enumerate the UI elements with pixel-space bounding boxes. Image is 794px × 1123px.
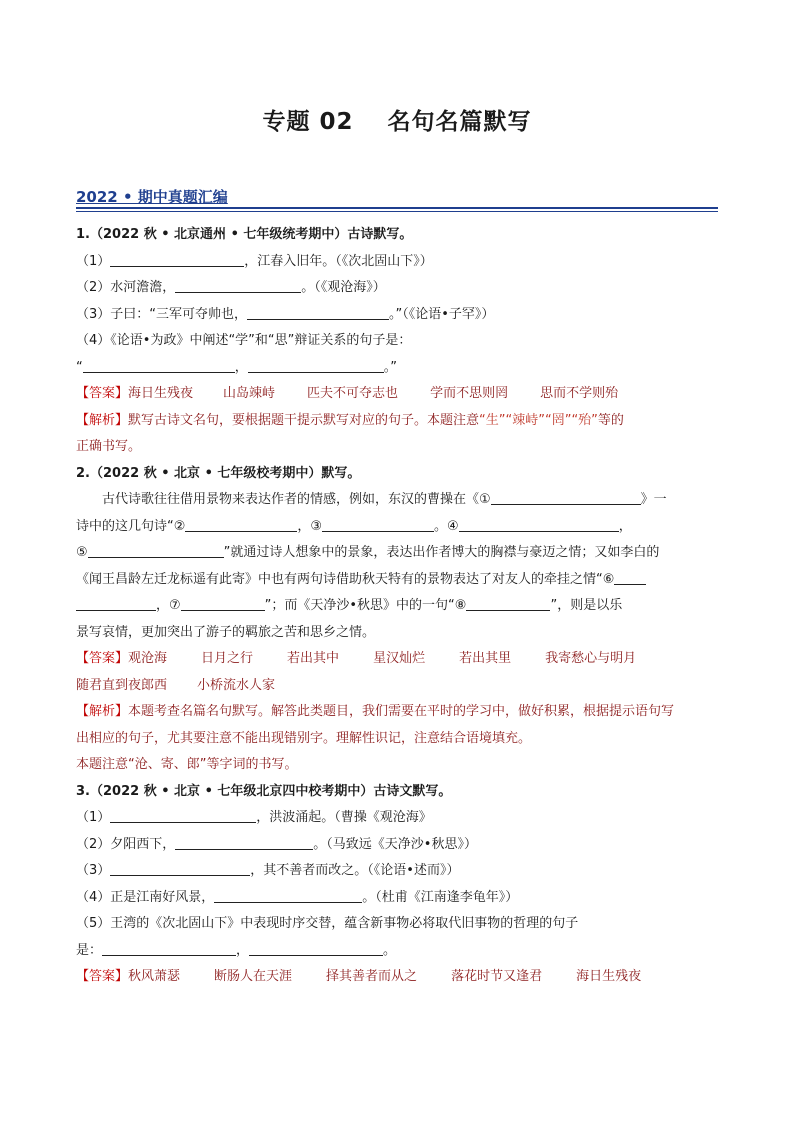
answer-item: 断肠人在天涯 [214, 969, 293, 984]
question-2-para-line-1: 古代诗歌往往借用景物来表达作者的情感，例如，东汉的曹操在《① 》一 [102, 492, 667, 507]
questions-body [76, 222, 720, 991]
page-title [0, 103, 794, 136]
analysis-tag: 【解析】 [76, 412, 129, 428]
answer-item: 我寄愁心与明月 [545, 651, 637, 666]
question-2-analysis: 【解析】本题考查名篇名句默写。解答此类题目，我们需要在平时的学习中，做好积累，根据提示语句写 [76, 704, 675, 719]
question-2-answer [76, 646, 720, 673]
fill-blank[interactable] [459, 517, 619, 532]
fill-blank[interactable] [248, 358, 384, 373]
question-2-para-line-3: ⑤ ”就通过诗人想象中的景象，表达出作者博大的胸襟与豪迈之情；又如李白的 [76, 545, 660, 560]
answer-item: 若出其中 [287, 651, 340, 666]
question-1-heading: 1.（2022 秋 • 北京通州 • 七年级统考期中）古诗默写。 [76, 227, 413, 242]
answer-tag: 【答案】 [76, 386, 129, 401]
fill-blank[interactable] [614, 570, 646, 585]
question-1-item-4-blanks: “ ， 。” [76, 359, 398, 375]
answer-item: 匹夫不可夺志也 [307, 386, 399, 401]
fill-blank[interactable] [88, 543, 224, 558]
question-1-item-1: （1） ，江春入旧年。（《次北固山下》） [76, 253, 433, 269]
question-3-item-4: （4）正是江南好风景， 。（杜甫《江南逢李龟年》） [76, 889, 519, 905]
question-2-answer-cont [76, 673, 720, 700]
answer-item: 若出其里 [459, 651, 512, 666]
question-3-answer [76, 964, 720, 991]
question-3-item-2: （2）夕阳西下， 。（马致远《天净沙•秋思》） [76, 836, 477, 852]
fill-blank[interactable] [322, 517, 434, 532]
question-3-item-5: （5）王湾的《次北固山下》中表现时序交替，蕴含新事物必将取代旧事物的哲理的句子 [76, 916, 579, 931]
fill-blank[interactable] [181, 596, 265, 611]
answer-item: 学而不思则罔 [430, 386, 509, 401]
title-topic-number: 专题 02 [262, 109, 354, 135]
fill-blank[interactable] [83, 358, 235, 373]
title-topic-name: 名句名篇默写 [387, 109, 532, 135]
fill-blank[interactable] [491, 490, 641, 505]
question-2-heading: 2.（2022 秋 • 北京 • 七年级校考期中）默写。 [76, 465, 361, 481]
question-1-analysis-cont: 正确书写。 [76, 439, 142, 454]
answer-item: 观沧海 [128, 651, 168, 666]
section-rule-thin [76, 211, 718, 212]
question-2-analysis-cont: 出相应的句子，尤其要注意不能出现错别字。理解性识记，注意结合语境填充。 [76, 730, 532, 746]
fill-blank[interactable] [110, 252, 244, 267]
answer-item: 日月之行 [201, 651, 254, 666]
section-heading [76, 187, 718, 207]
fill-blank[interactable] [110, 808, 256, 823]
analysis-tag: 【解析】 [76, 704, 129, 719]
question-3-item-5-blanks: 是： ， 。 [76, 942, 397, 958]
question-3-heading: 3.（2022 秋 • 北京 • 七年级北京四中校考期中）古诗文默写。 [76, 783, 452, 799]
question-2-para-line-4: 《闻王昌龄左迁龙标遥有此寄》中也有两句诗借助秋天特有的景物表达了对友人的牵挂之情“⑥ [76, 567, 720, 594]
answer-item: 山岛竦峙 [223, 386, 276, 401]
answer-item: 海日生残夜 [128, 386, 194, 401]
fill-blank[interactable] [466, 596, 550, 611]
answer-item: 随君直到夜郎西 [76, 677, 168, 693]
question-1-answer [76, 381, 720, 408]
question-3-item-1: （1） ，洪波涌起。（曹操《观沧海》 [76, 810, 432, 825]
question-1-analysis: 【解析】默写古诗文名句，要根据题干提示默写对应的句子。本题注意“生”“竦峙”“罔”“殆”等的 [76, 412, 624, 428]
answer-item: 海日生残夜 [576, 969, 642, 984]
question-2-para-line-6: 景写哀情，更加突出了游子的羁旅之苦和思乡之情。 [76, 624, 376, 640]
answer-item: 思而不学则殆 [540, 386, 619, 401]
question-1-item-3: （3）子曰：“三军可夺帅也， 。”（《论语•子罕》） [76, 306, 495, 322]
fill-blank[interactable] [102, 941, 236, 956]
question-2-para-line-5: ，⑦ ”；而《天净沙•秋思》中的一句“⑧ ”，则是以乐 [76, 593, 720, 620]
section-rule [76, 207, 718, 209]
answer-item: 小桥流水人家 [197, 677, 276, 693]
answer-item: 秋风萧瑟 [128, 969, 181, 984]
fill-blank[interactable] [249, 941, 383, 956]
question-2-note: 本题注意“沧、寄、郎”等字词的书写。 [76, 757, 298, 772]
fill-blank[interactable] [247, 305, 389, 320]
question-3-item-3: （3） ，其不善者而改之。（《论语•述而》） [76, 863, 460, 878]
question-2-para-line-2: 诗中的这几句诗“② ，③ 。④ ， [76, 518, 632, 534]
question-1-item-2: （2）水河澹澹， 。（《观沧海》） [76, 280, 386, 295]
answer-item: 星汉灿烂 [373, 651, 426, 666]
answer-item: 择其善者而从之 [326, 969, 418, 984]
answer-tag: 【答案】 [76, 651, 129, 666]
question-1-item-4: （4）《论语•为政》中阐述“学”和“思”辩证关系的句子是： [76, 333, 412, 348]
fill-blank[interactable] [76, 596, 156, 611]
fill-blank[interactable] [185, 517, 297, 532]
fill-blank[interactable] [214, 888, 362, 903]
answer-tag: 【答案】 [76, 969, 129, 984]
answer-item: 落花时节又逢君 [451, 969, 543, 984]
fill-blank[interactable] [175, 278, 301, 293]
fill-blank[interactable] [175, 835, 313, 850]
fill-blank[interactable] [110, 861, 250, 876]
section-heading-text: 2022 • 期中真题汇编 [76, 188, 228, 206]
